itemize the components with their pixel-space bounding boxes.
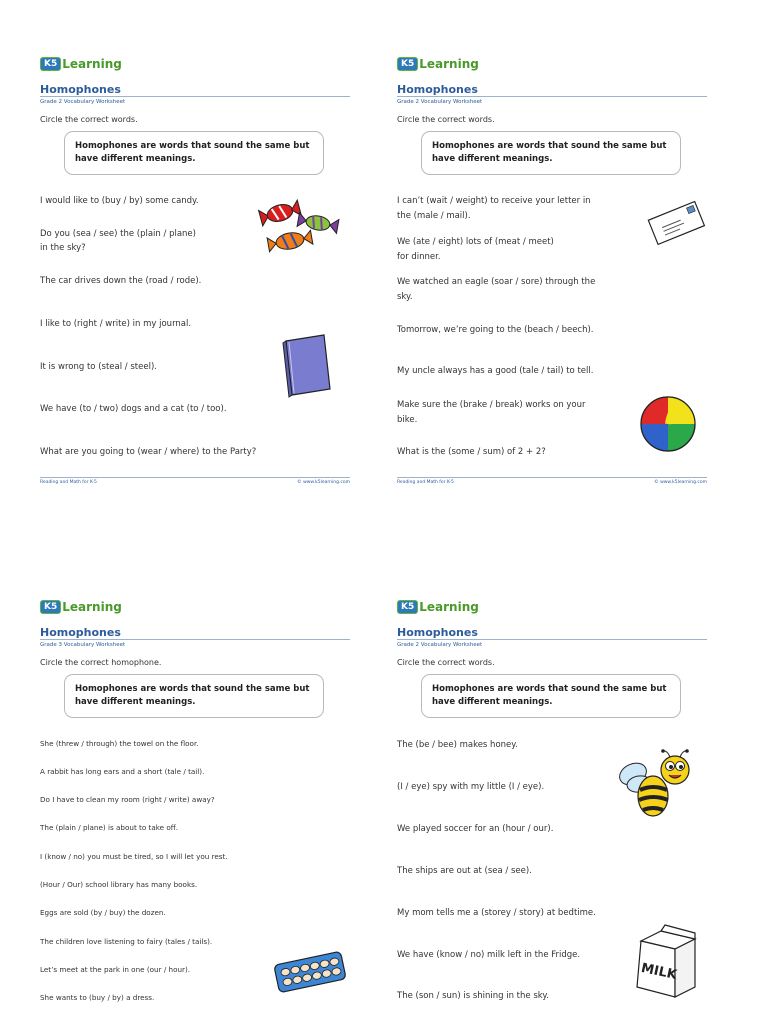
question: The car drives down the (road / rode). [40, 276, 202, 286]
book-image [280, 333, 336, 398]
title-rule [397, 639, 707, 640]
question: Eggs are sold (by / buy) the dozen. [40, 908, 166, 917]
question: She wants to (buy / by) a dress. [40, 993, 155, 1002]
question: I like to (right / write) in my journal. [40, 319, 192, 329]
question: We have (to / two) dogs and a cat (to / too). [40, 404, 227, 414]
worksheet-subtitle: Grade 2 Vocabulary Worksheet [40, 99, 126, 105]
definition-box: Homophones are words that sound the same but have different meanings. [421, 131, 681, 175]
question: (I / eye) spy with my little (I / eye). [397, 782, 545, 792]
definition-box: Homophones are words that sound the same but have different meanings. [64, 674, 324, 718]
question: Tomorrow, we’re going to the (beach / beech). [397, 325, 594, 335]
instructions: Circle the correct words. [397, 658, 495, 667]
worksheet-4 [397, 598, 707, 1024]
question: I can’t (wait / weight) to receive your letter in [397, 196, 591, 206]
milk-label: MILK [639, 960, 679, 984]
title-rule [397, 96, 707, 97]
k5-learning-logo: K5 Learning [40, 55, 122, 73]
question: What are you going to (wear / where) to the Party? [40, 447, 257, 457]
question: We (ate / eight) lots of (meat / meet) [397, 237, 554, 247]
worksheet-title: Homophones [397, 83, 478, 96]
question: for dinner. [397, 252, 441, 262]
title-rule [40, 639, 350, 640]
milk-carton-image [629, 923, 699, 999]
question: The (be / bee) makes honey. [397, 740, 518, 750]
k5-learning-logo: K5 Learning [397, 55, 479, 73]
question: It is wrong to (steal / steel). [40, 362, 157, 372]
worksheet-title: Homophones [397, 626, 478, 639]
instructions: Circle the correct words. [40, 115, 138, 124]
worksheet-subtitle: Grade 3 Vocabulary Worksheet [40, 642, 126, 648]
k5-learning-logo: K5 Learning [40, 598, 122, 616]
instructions: Circle the correct homophone. [40, 658, 162, 667]
question: sky. [397, 292, 413, 302]
worksheet-1 [40, 55, 350, 495]
question: My mom tells me a (storey / story) at bedtime. [397, 908, 596, 918]
worksheet-title: Homophones [40, 626, 121, 639]
question: We watched an eagle (soar / sore) through the [397, 277, 596, 287]
question: Let’s meet at the park in one (our / hour). [40, 965, 191, 974]
definition-box: Homophones are words that sound the same but have different meanings. [421, 674, 681, 718]
title-rule [40, 96, 350, 97]
question: The (son / sun) is shining in the sky. [397, 991, 549, 1001]
question: The ships are out at (sea / see). [397, 866, 532, 876]
question: (Hour / Our) school library has many books. [40, 880, 198, 889]
question: We played soccer for an (hour / our). [397, 824, 554, 834]
worksheet-footer: Reading and Math for K-5 © www.k5learning.com [397, 477, 707, 485]
worksheet-footer: Reading and Math for K-5 © www.k5learning.com [40, 477, 350, 485]
beach-ball-image [639, 395, 697, 453]
question: The children love listening to fairy (tales / tails). [40, 937, 213, 946]
question: We have (know / no) milk left in the Fridge. [397, 950, 581, 960]
instructions: Circle the correct words. [397, 115, 495, 124]
question: Make sure the (brake / break) works on your [397, 400, 586, 410]
question: A rabbit has long ears and a short (tale / tail). [40, 767, 205, 776]
question: She (threw / through) the towel on the floor. [40, 739, 199, 748]
definition-box: Homophones are words that sound the same but have different meanings. [64, 131, 324, 175]
worksheet-subtitle: Grade 2 Vocabulary Worksheet [397, 642, 483, 648]
bee-image [615, 748, 697, 828]
question: bike. [397, 415, 418, 425]
question: I would like to (buy / by) some candy. [40, 196, 199, 206]
envelope-image [647, 200, 705, 245]
question: Do you (sea / see) the (plain / plane) [40, 229, 196, 239]
candy-image [258, 195, 343, 260]
k5-learning-logo: K5 Learning [397, 598, 479, 616]
question: Do I have to clean my room (right / write) away? [40, 795, 215, 804]
worksheet-subtitle: Grade 2 Vocabulary Worksheet [397, 99, 483, 105]
worksheet-3 [40, 598, 350, 1024]
question: The (plain / plane) is about to take off. [40, 823, 179, 832]
egg-carton-image [272, 948, 348, 996]
question: in the sky? [40, 243, 86, 253]
question: What is the (some / sum) of 2 + 2? [397, 447, 546, 457]
question: the (male / mail). [397, 211, 471, 221]
question: My uncle always has a good (tale / tail) to tell. [397, 366, 594, 376]
worksheet-title: Homophones [40, 83, 121, 96]
worksheet-2 [397, 55, 707, 495]
question: I (know / no) you must be tired, so I will let you rest. [40, 852, 228, 861]
